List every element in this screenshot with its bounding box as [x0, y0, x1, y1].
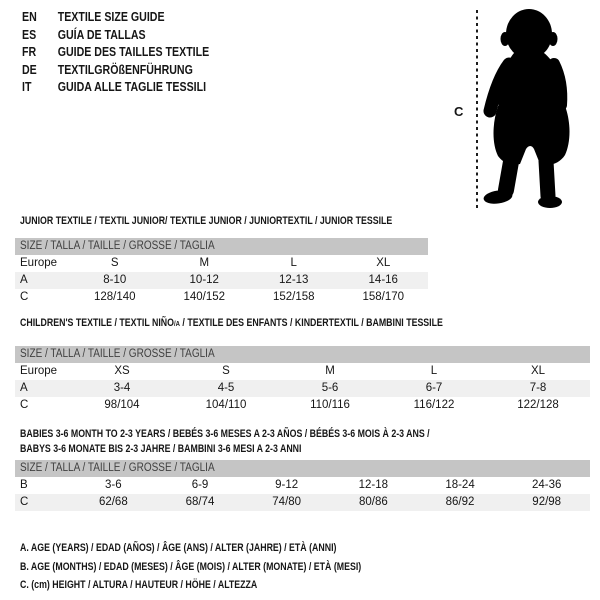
height-measure-label: C	[454, 104, 464, 119]
lang-title: GUÍA DE TALLAS	[57, 27, 146, 42]
table-row-height	[15, 289, 428, 306]
row-label: C	[20, 496, 29, 508]
table-cell: M	[199, 257, 210, 269]
lang-title: TEXTILE SIZE GUIDE	[57, 10, 165, 24]
children-title-post: / TEXTILE DES ENFANTS / KINDERTEXTIL / BAMBINI TESSILE	[179, 317, 443, 329]
babies-table-title	[20, 427, 430, 457]
table-cell: 4-5	[217, 382, 235, 394]
table-cell: 24-36	[531, 479, 562, 491]
table-cell: S	[110, 257, 119, 269]
legend-line-a: A. AGE (YEARS) / EDAD (AÑOS) / ÂGE (ANS) / ALTER (JAHRE) / ETÀ (ANNI)	[20, 542, 337, 554]
junior-table-title: JUNIOR TEXTILE / TEXTIL JUNIOR/ TEXTILE JUNIOR / JUNIORTEXTIL / JUNIOR TESSILE	[20, 215, 393, 227]
row-label: B	[20, 479, 28, 491]
lang-row-de	[22, 62, 209, 80]
lang-code: ES	[22, 27, 37, 42]
table-cell: 5-6	[321, 382, 339, 394]
babies-title-line1: BABIES 3-6 MONTH TO 2-3 YEARS / BEBÉS 3-6 MESES A 2-3 AÑOS / BÉBÉS 3-6 MOIS À 2-3 ANS /	[20, 428, 430, 440]
table-row-europe	[15, 363, 590, 380]
table-cell: 8-10	[103, 274, 127, 286]
table-cell: 10-12	[189, 274, 219, 286]
table-cell: 12-13	[279, 274, 309, 286]
lang-row-en	[22, 9, 209, 27]
row-label: Europe	[20, 257, 58, 269]
size-header-text: SIZE / TALLA / TAILLE / GRÖSSE / TAGLIA	[20, 348, 215, 360]
table-cell: M	[325, 365, 335, 377]
measure-legend	[20, 539, 447, 595]
children-title-subscript: /A	[173, 319, 180, 328]
lang-code: DE	[22, 62, 37, 77]
lang-code: EN	[22, 10, 37, 24]
table-cell: 98/104	[104, 399, 140, 411]
table-cell: 18-24	[445, 479, 475, 491]
lang-code: IT	[22, 80, 32, 95]
table-row-age	[15, 380, 590, 397]
table-cell: 12-18	[358, 479, 389, 491]
table-cell: L	[290, 257, 297, 269]
table-cell: 122/128	[517, 399, 559, 411]
table-cell: 86/92	[445, 496, 475, 508]
table-cell: 152/158	[272, 291, 315, 303]
table-cell: 74/80	[272, 496, 302, 508]
table-cell: 62/68	[98, 496, 128, 508]
height-measure-dotted-line	[476, 10, 478, 208]
table-cell: 116/122	[413, 399, 455, 411]
toddler-silhouette-icon	[482, 6, 594, 210]
size-header-text: SIZE / TALLA / TAILLE / GRÖSSE / TAGLIA	[20, 462, 215, 474]
table-cell: S	[222, 365, 230, 377]
size-header-bar	[15, 238, 428, 255]
table-row-age	[15, 272, 428, 289]
table-row-height	[15, 494, 590, 511]
size-header-text: SIZE / TALLA / TAILLE / GRÖSSE / TAGLIA	[20, 240, 215, 252]
table-cell: 110/116	[310, 399, 350, 411]
table-row-europe	[15, 255, 428, 272]
lang-title: TEXTILGRÖßENFÜHRUNG	[57, 62, 193, 77]
table-row-months	[15, 477, 590, 494]
junior-size-table	[15, 238, 428, 306]
children-table-title	[20, 317, 443, 329]
table-cell: 80/86	[358, 496, 388, 508]
table-cell: 14-16	[368, 274, 398, 286]
table-cell: XL	[530, 365, 546, 377]
table-cell: XL	[376, 257, 391, 269]
babies-title-line2: BABYS 3-6 MONATE BIS 2-3 JAHRE / BAMBINI 3-6 MESI A 2-3 ANNI	[20, 443, 302, 455]
table-cell: 6-7	[425, 382, 443, 394]
lang-row-it	[22, 79, 209, 97]
row-label: Europe	[20, 365, 58, 377]
lang-title: GUIDE DES TAILLES TEXTILE	[57, 45, 210, 60]
table-cell: L	[430, 365, 438, 377]
table-cell: 158/170	[362, 291, 405, 303]
legend-line-b: B. AGE (MONTHS) / EDAD (MESES) / ÂGE (MOIS) / ALTER (MONATE) / ETÀ (MESI)	[20, 560, 362, 573]
row-label: A	[20, 382, 28, 394]
table-cell: 3-4	[113, 382, 131, 394]
table-cell: 7-8	[529, 382, 547, 394]
table-cell: 9-12	[275, 479, 299, 491]
children-title-pre: CHILDREN'S TEXTILE / TEXTIL NIÑO	[20, 317, 174, 329]
table-row-height	[15, 397, 590, 414]
table-cell: 92/98	[532, 496, 562, 508]
table-cell: 68/74	[185, 496, 215, 508]
table-cell: 6-9	[191, 479, 209, 491]
row-label: C	[20, 399, 29, 411]
lang-row-fr	[22, 44, 209, 62]
table-cell: 104/110	[205, 399, 247, 411]
row-label: A	[20, 274, 28, 286]
table-cell: 128/140	[93, 291, 136, 303]
size-header-bar	[15, 460, 590, 477]
language-list	[22, 9, 242, 97]
row-label: C	[20, 291, 29, 303]
table-cell: 3-6	[105, 479, 122, 491]
children-size-table	[15, 346, 590, 414]
size-header-bar	[15, 346, 590, 363]
lang-title: GUIDA ALLE TAGLIE TESSILI	[57, 80, 207, 95]
legend-line-c: C. (cm) HEIGHT / ALTURA / HAUTEUR / HÖHE / ALTEZZA	[20, 579, 258, 591]
lang-code: FR	[22, 45, 37, 60]
table-cell: XS	[114, 365, 130, 377]
table-cell: 140/152	[183, 291, 226, 303]
lang-row-es	[22, 27, 209, 45]
babies-size-table	[15, 460, 590, 511]
